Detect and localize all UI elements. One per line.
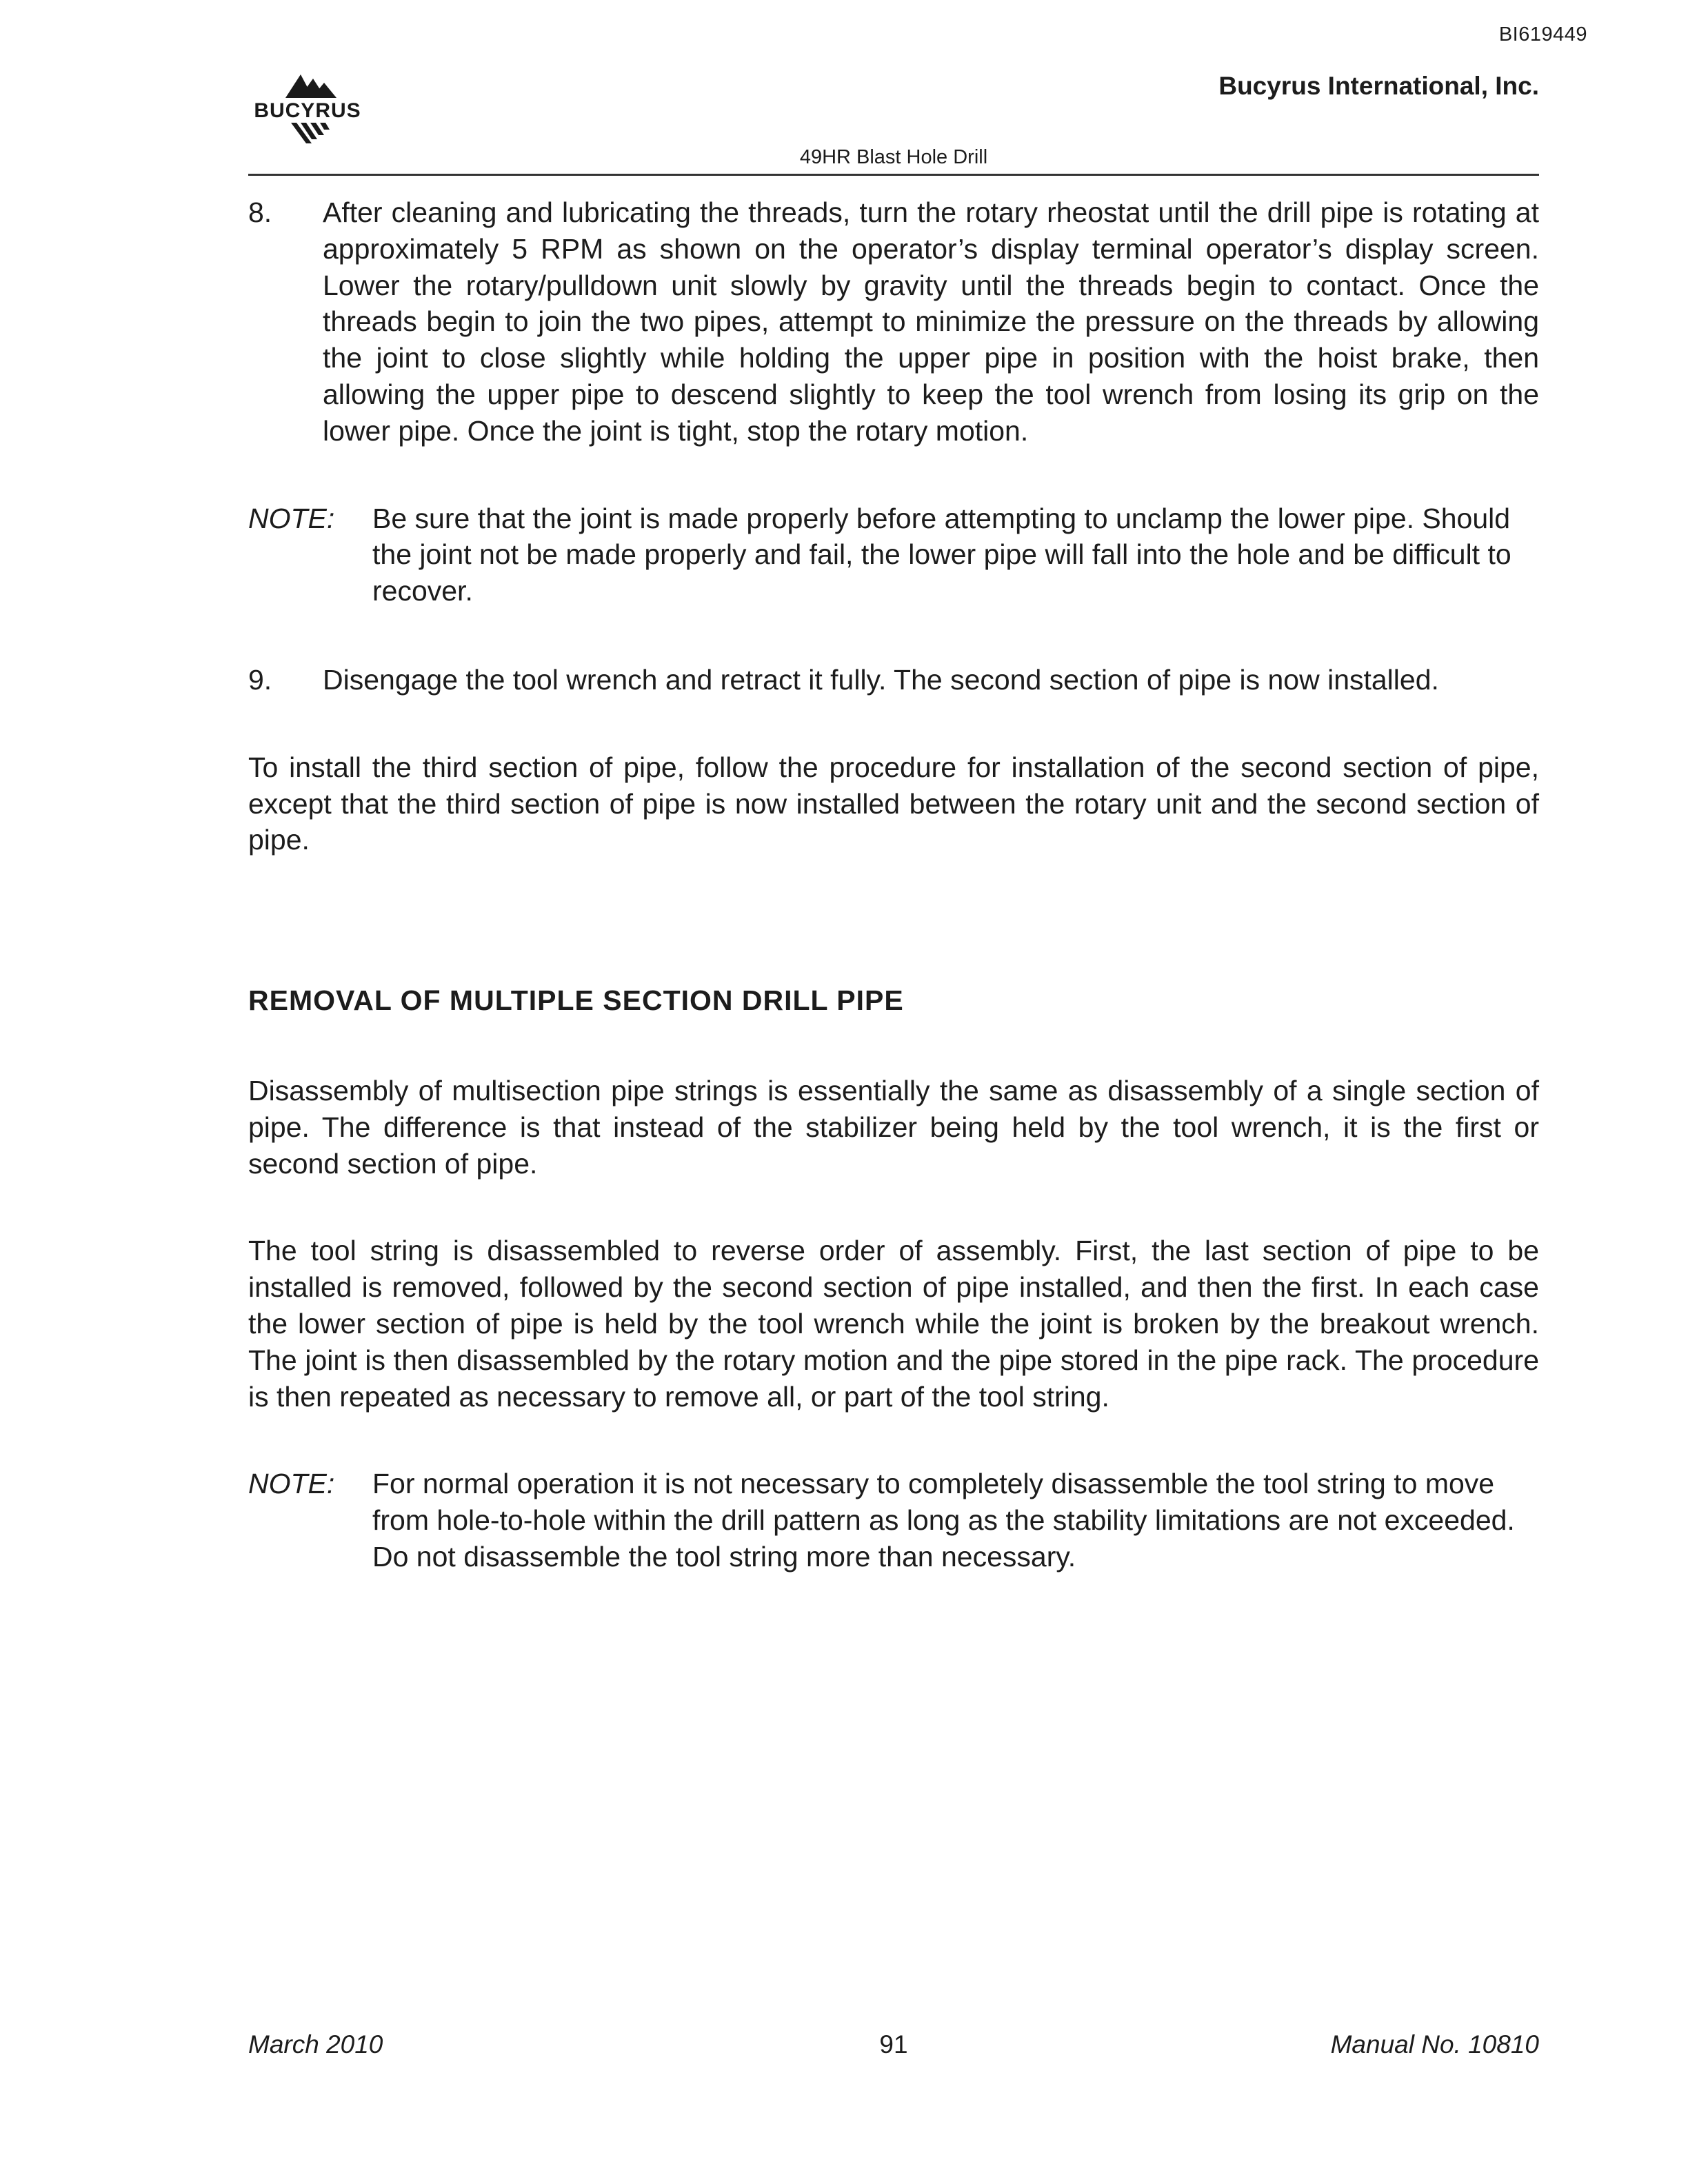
step-number: 9. [248, 663, 272, 696]
note-label: NOTE: [248, 502, 335, 534]
paragraph-tool-string: The tool string is disassembled to reverse order of assembly. First, the last section of pipe to be installed is removed, followed by the second section of pipe installed, and then the first. In each case the lower section of pipe is held by the tool wrench while the joint is broken by the breakout wrench. The joint is then disassembled by the rotary motion and the pipe stored in the pipe rack. The procedure is then repeated as necessary to remove all, or part of the tool string. [248, 1235, 1539, 1413]
company-logo [245, 72, 370, 149]
step-text: Disengage the tool wrench and retract it fully. The second section of pipe is now installed. [323, 663, 1439, 696]
section-heading: REMOVAL OF MULTIPLE SECTION DRILL PIPE [248, 984, 904, 1017]
paragraph-disassembly: Disassembly of multisection pipe strings is essentially the same as disassembly of a single section of pipe. The difference is that instead of the stabilizer being held by the tool wrench, it is the first or second section of pipe. [248, 1074, 1539, 1180]
footer-date: March 2010 [248, 2030, 383, 2059]
step-text: After cleaning and lubricating the threads, turn the rotary rheostat until the drill pipe is rotating at approximately 5 RPM as shown on the operator’s display terminal operator’s display screen. Lower the rotary/pulldown unit slowly by gravity until the threads begin to contact. Once the threads begin to join the two pipes, attempt to minimize the pressure on the threads by allowing the joint to close slightly while holding the upper pipe in position with the hoist brake, then allowing the upper pipe to descend slightly to keep the tool wrench from losing its grip on the lower pipe. Once the joint is tight, stop the rotary motion. [323, 196, 1539, 447]
header-divider [248, 174, 1539, 176]
step-9 [248, 662, 1539, 698]
page-number: 91 [879, 2030, 908, 2059]
note-label: NOTE: [248, 1468, 335, 1500]
main-content [248, 194, 1539, 1575]
document-id: BI619449 [1498, 23, 1587, 46]
manual-title: 49HR Blast Hole Drill [799, 146, 988, 168]
note-text: For normal operation it is not necessary to completely disassemble the tool string to move from hole-to-hole within the drill pattern as long as the stability limitations are not exceeded. Do not disassemble the tool string more than necessary. [372, 1468, 1515, 1573]
logo-wordmark: BUCYRUS [254, 99, 361, 122]
note-block [248, 1466, 1539, 1575]
paragraph-third-section: To install the third section of pipe, follow the procedure for installation of the second section of pipe, except that the third section of pipe is now installed between the rotary unit and the second section of pipe. [248, 751, 1539, 856]
company-name: Bucyrus International, Inc. [1218, 72, 1539, 100]
note-block [248, 501, 1539, 609]
step-number: 8. [248, 196, 272, 228]
note-text: Be sure that the joint is made properly before attempting to unclamp the lower pipe. Should the joint not be made properly and fail, the lower pipe will fall into the hole and be difficult to recover. [372, 502, 1511, 607]
manual-number: Manual No. 10810 [1330, 2030, 1539, 2059]
step-8 [248, 194, 1539, 449]
